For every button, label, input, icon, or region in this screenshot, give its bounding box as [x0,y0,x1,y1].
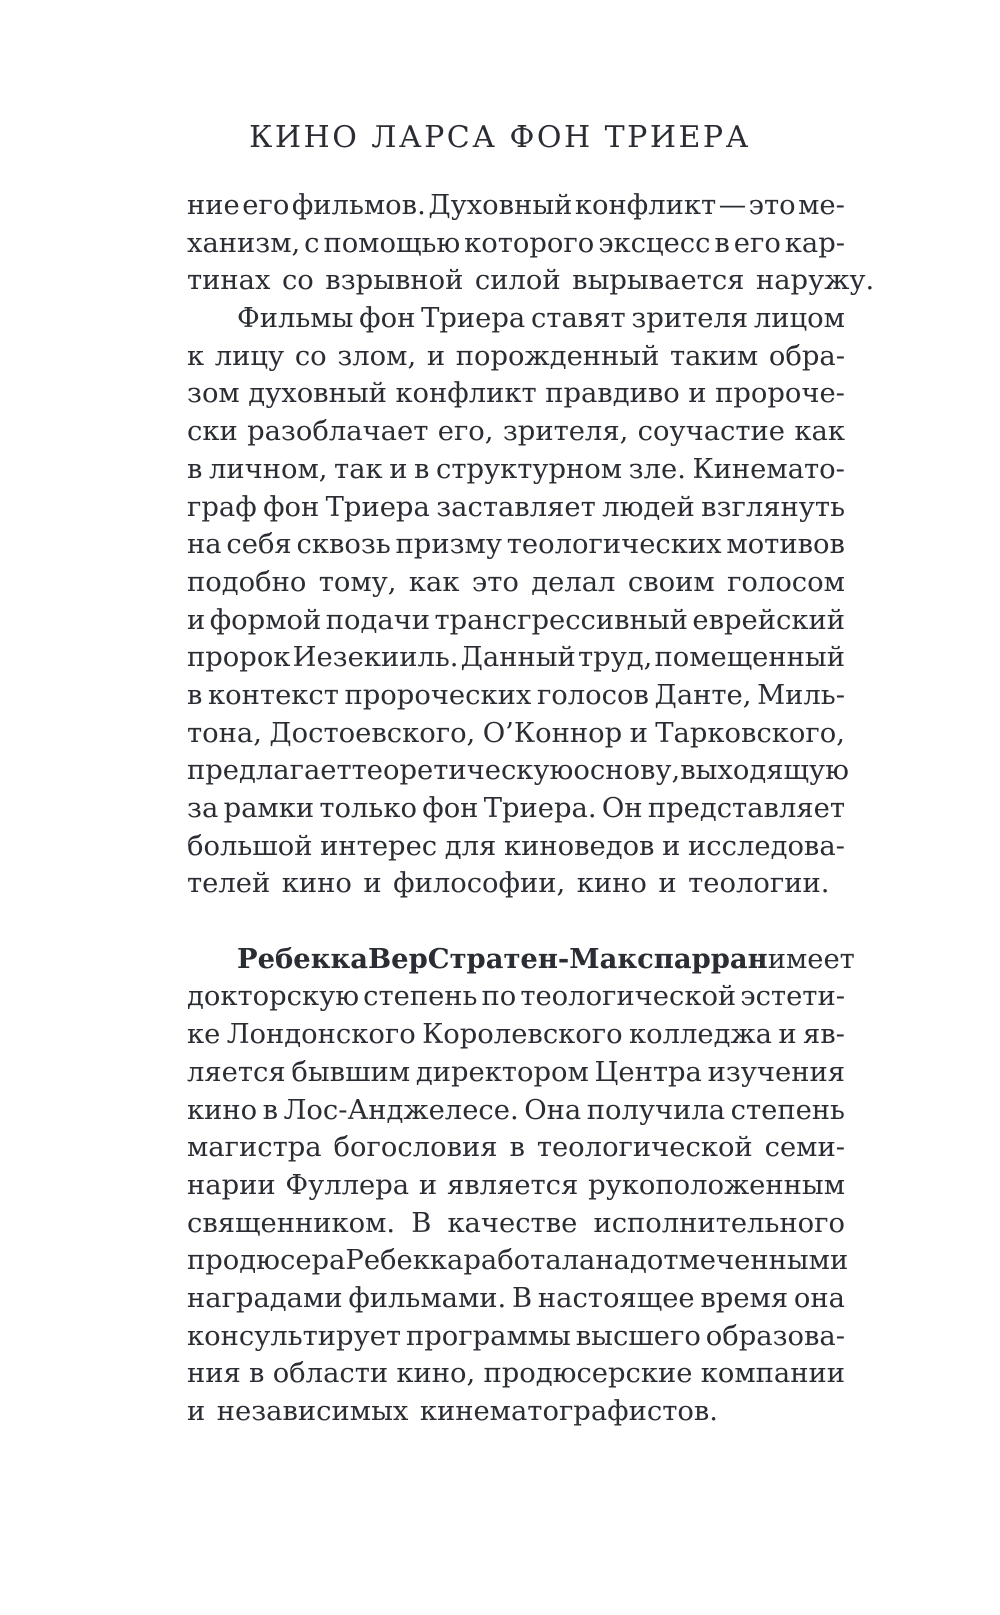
word: порожденный [455,340,660,372]
word: и [418,1169,438,1201]
text-line [187,1092,845,1130]
text-line [187,677,845,715]
word: исполнительного [593,1207,845,1239]
word: таким [670,340,759,372]
word: его [733,227,781,259]
word: и [363,868,382,900]
word: священником. [187,1207,396,1239]
word: теологии. [688,868,830,900]
word: Кинемато- [692,453,845,485]
word: компании [700,1358,845,1390]
word: в [509,1132,525,1164]
word: в [249,1358,265,1390]
word: зрителя, [502,416,629,448]
word: образова- [705,1320,845,1352]
word: конфликт [395,378,537,410]
word: за [187,793,219,824]
word: формой [209,604,322,636]
word: зрителя [631,303,749,335]
word: голосом [727,566,845,598]
word: и [426,340,446,372]
word: киноведов [503,830,655,862]
text-line [187,564,845,602]
word: заставляет [436,491,596,523]
text-line [187,526,845,564]
text-line [187,1129,845,1167]
word: изучения [707,1056,845,1088]
word: вырывается [572,265,745,297]
word: и [662,830,681,862]
text-line [187,715,845,753]
word: Духовный [428,190,573,221]
word: Триера [325,491,430,523]
word: мотивов [726,529,845,561]
word: это [748,190,796,221]
word: зле. [628,453,686,485]
word: фильмами. [348,1282,507,1314]
word: философии, [393,868,566,900]
word: силой [474,265,561,297]
text-line [187,300,845,338]
text-line [187,225,845,263]
word: в [187,453,203,485]
author-name-word: Ребекка [237,942,369,975]
text-line [187,752,849,790]
word: является [446,1169,579,1201]
word: голосов [536,679,649,711]
word: взрывной [325,265,464,297]
word: лицом [753,303,845,335]
text-line [187,338,845,376]
word: людей [602,491,695,523]
word: колледжа [628,1019,772,1051]
word: кинематографистов. [419,1396,718,1427]
body-text [187,187,875,1431]
word: помещенный [654,642,845,674]
text-line [187,262,875,300]
word: она [793,1282,845,1314]
word: Иезекииль. [292,642,459,674]
word: себя [226,529,292,561]
word: со [294,340,327,372]
word: в [714,227,730,259]
word: к [187,340,205,372]
word: и [778,1019,797,1051]
word: семи- [764,1132,845,1164]
word: Королевского [422,1019,623,1051]
text-line [187,602,845,640]
word: теоретическую [351,755,574,787]
paragraph [187,300,849,903]
word: Фуллера [285,1169,410,1201]
word: и [629,717,648,749]
word: по [481,981,517,1013]
word: ски [187,416,238,448]
author-name-word: Стратен-Макспарран [427,942,768,975]
word: как [794,416,845,448]
word: О’Коннор [482,717,623,749]
word: пророческих [344,679,532,711]
word: разоблачает [247,416,429,448]
word: пророк [187,642,291,674]
word: и [658,868,677,900]
word: конфликт [574,190,717,221]
word: фильмов. [291,190,426,221]
word: фон [359,303,416,335]
word: со [281,265,314,297]
text-line [187,1280,845,1318]
word: граф [187,491,257,523]
author-name-word: Вер [368,942,428,975]
word: тинах [187,265,271,297]
word: сквозь [296,529,391,561]
word: ме- [798,190,845,221]
author-bio [187,941,855,1431]
word: представляет [647,793,845,824]
word: Триера. [483,793,597,824]
text-line [187,1355,845,1393]
text-line [187,187,845,225]
word: на [187,529,222,561]
word: делал [531,566,616,598]
text-line [187,978,845,1016]
word: теологической [536,1132,753,1164]
text-line [187,1318,845,1356]
word: структурном [435,453,623,485]
word: рукоположенным [588,1169,845,1201]
word: Центра [594,1056,702,1088]
word: и [187,1396,206,1427]
word: настоящее [537,1282,695,1314]
word: ляется [187,1056,286,1088]
text-line [187,451,845,489]
word: эксцесс [598,227,711,259]
word: Лондонского [226,1019,416,1051]
word: степень [363,981,478,1013]
text-line [187,489,845,527]
word: подачи [325,604,431,636]
word: пророче- [715,378,845,410]
word: над [595,1245,647,1277]
word: помощью [323,227,461,259]
word: магистра [187,1132,322,1164]
word: соучастие [637,416,786,448]
word: нарии [187,1169,276,1201]
word: взглянуть [701,491,845,523]
word: богословия [333,1132,498,1164]
word: Триера [421,303,526,335]
word: ния [187,1358,241,1390]
word: с [304,227,320,259]
text-line [187,790,845,828]
text-line [187,375,845,413]
word: теологической [520,981,737,1013]
word: наградами [187,1282,343,1314]
word: подобно [187,566,307,598]
word: злом, [337,340,417,372]
word: В [511,1282,533,1314]
word: кино [187,1094,258,1126]
word: кино [576,868,647,900]
running-head: КИНО ЛАРСА ФОН ТРИЕРА [249,120,751,155]
word: время [700,1282,789,1314]
word: Миль- [757,679,845,711]
word: Лос-Анджелесе. [283,1094,519,1126]
word: рамки [223,793,315,824]
text-line [187,1242,849,1280]
word: это [471,566,519,598]
word: продюсера [187,1245,346,1277]
word: Данте, [654,679,752,711]
word: тому, [318,566,397,598]
paragraph-gap [187,903,845,941]
word: предлагает [187,755,352,787]
word: лицу [214,340,285,372]
word: ставят [530,303,626,335]
text-line [187,1016,845,1054]
word: духовный [248,378,387,410]
word: работала [463,1245,596,1277]
text-line [187,865,845,903]
word: Фильмы [237,303,354,335]
word: кар- [784,227,845,259]
word: В [411,1207,432,1239]
word: имеет [767,943,855,975]
text-line [187,1167,845,1205]
word: так [334,453,383,485]
word: в [414,453,430,485]
word: Тарковского, [655,717,845,749]
word: Ребекка [345,1245,464,1277]
word: в [262,1094,279,1126]
word: труд, [577,642,653,674]
word: и [688,378,707,410]
word: независимых [216,1396,409,1427]
word: ханизм, [187,227,301,259]
text-line [187,1205,845,1243]
word: личном, [208,453,328,485]
word: и [187,604,206,636]
word: выходящую [680,755,849,787]
text-line [187,941,855,979]
word: программы [405,1320,571,1352]
word: яв- [802,1019,845,1051]
word: консультирует [187,1320,402,1352]
word: ние [187,190,240,221]
word: как [408,566,460,598]
word: контекст [208,679,339,711]
word: высшего [575,1320,701,1352]
word: директором [415,1056,589,1088]
text-line [187,828,845,866]
word: обра- [768,340,845,372]
word: теологических [506,529,722,561]
word: фон [422,793,479,824]
word: фон [263,491,320,523]
word: продюсерские [483,1358,693,1390]
word: трансгрессивный [434,604,688,636]
word: получила [586,1094,726,1126]
text-line [187,1393,845,1431]
word: Данный [460,642,576,674]
word: докторскую [187,981,360,1013]
word: телей [187,868,271,900]
word: большой [187,830,313,862]
word: своим [627,566,715,598]
word: его [242,190,290,221]
word: отмеченными [646,1245,849,1277]
word: которого [464,227,595,259]
text-line [187,413,845,451]
word: исследова- [688,830,845,862]
word: Он [601,793,643,824]
word: и [389,453,408,485]
word: призму [395,529,502,561]
word: в [187,679,203,711]
text-line [187,639,845,677]
word: наружу. [755,265,875,297]
word: бывшим [291,1056,411,1088]
word: зом [187,378,240,410]
word: области [272,1358,389,1390]
word: — [718,190,747,221]
word: эстети- [740,981,845,1013]
word: кино, [396,1358,476,1390]
word: Достоевского, [269,717,476,749]
word: качестве [447,1207,578,1239]
word: его, [437,416,494,448]
word: основу, [573,755,681,787]
word: степень [730,1094,845,1126]
word: правдиво [545,378,680,410]
word: только [319,793,417,824]
word: тона, [187,717,262,749]
paragraph [187,187,875,300]
word: кино [281,868,352,900]
word: интерес [320,830,438,862]
word: ке [187,1019,221,1051]
text-line [187,1054,845,1092]
word: Она [524,1094,582,1126]
word: для [444,830,497,862]
word: еврейский [692,604,845,636]
